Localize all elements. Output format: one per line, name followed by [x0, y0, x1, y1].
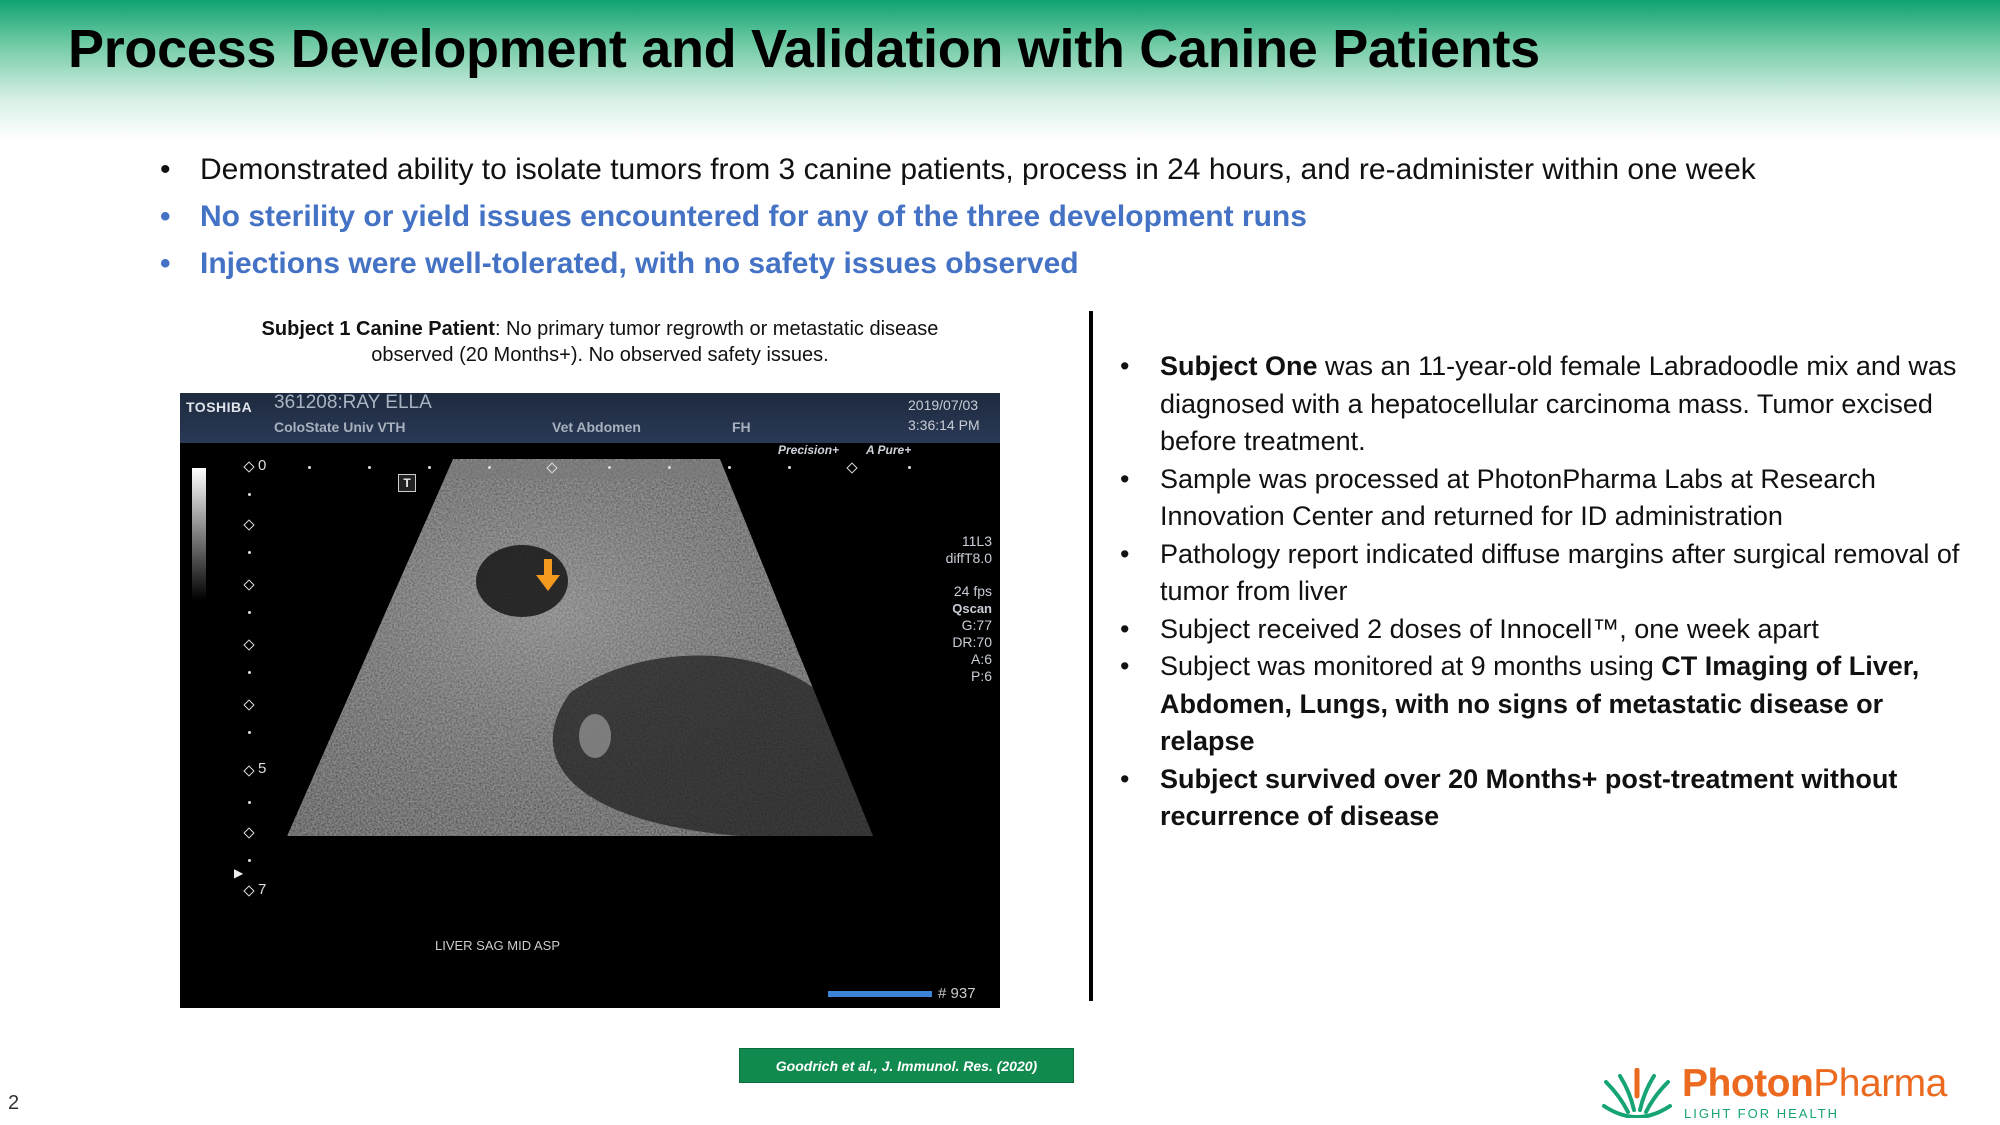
bullet-text-segment: Sample was processed at PhotonPharma Labs at Research Innovation Center and returned for ID administration	[1160, 463, 1876, 531]
ultrasound-exam: Vet Abdomen	[552, 419, 641, 435]
depth-tick	[248, 493, 251, 496]
bullet-text-segment: was an 11-year-old female Labradoodle mix and was diagnosed with a hepatocellular carcinoma mass. Tumor excised before treatment.	[1160, 351, 1957, 456]
frame-number: # 937	[938, 985, 976, 1002]
right-bullet-5	[1120, 648, 1960, 761]
top-bullet-list	[160, 146, 1756, 287]
cine-bar	[828, 991, 932, 997]
logo-name-regular: Pharma	[1813, 1062, 1947, 1105]
logo-tagline: LIGHT FOR HEALTH	[1684, 1106, 1840, 1121]
lateral-tick	[608, 466, 611, 469]
depth-label-0: 0	[258, 457, 267, 474]
right-bullet-list	[1120, 348, 1960, 836]
ultrasound-brand: TOSHIBA	[186, 399, 253, 415]
probe-info	[880, 533, 992, 567]
top-bullet-3: • Injections were well-tolerated, with no safety issues observed	[160, 240, 1756, 287]
lateral-tick	[728, 466, 731, 469]
top-bullet-1: • Demonstrated ability to isolate tumors from 3 canine patients, process in 24 hours, and re-administer within one week	[160, 146, 1756, 193]
apure-label: A Pure+	[866, 443, 912, 457]
lateral-tick	[488, 466, 491, 469]
bright-structure	[579, 714, 611, 758]
logo-name-bold: Photon	[1682, 1062, 1814, 1105]
depth-tick	[248, 551, 251, 554]
focus-marker-icon: ▶	[234, 866, 244, 880]
right-bullet-1	[1120, 348, 1960, 461]
depth-tick	[248, 611, 251, 614]
probe-mode: diffT8.0	[945, 550, 992, 566]
lateral-tick	[668, 466, 671, 469]
scan-params	[880, 583, 992, 685]
fps-value: 24 fps	[953, 583, 992, 599]
depth-tick	[248, 801, 251, 804]
ultrasound-scan-svg	[180, 443, 1000, 1008]
ultrasound-image	[180, 393, 1000, 1008]
bullet-text-segment: Pathology report indicated diffuse margins after surgical removal of tumor from liver	[1160, 538, 1960, 606]
ultrasound-date: 2019/07/03	[908, 397, 979, 413]
a-value: A:6	[970, 651, 992, 667]
grayscale-bar	[192, 468, 206, 600]
probe-name: 11L3	[961, 533, 992, 549]
ultrasound-time: 3:36:14 PM	[908, 417, 980, 433]
lateral-tick	[788, 466, 791, 469]
right-bullet-2	[1120, 461, 1960, 536]
depth-label-7: 7	[258, 881, 267, 898]
right-bullet-4	[1120, 611, 1960, 649]
gain-value: G:77	[961, 617, 992, 633]
dr-value: DR:70	[952, 634, 992, 650]
bullet-text-segment: Subject received 2 doses of Innocell™, one week apart	[1160, 613, 1819, 644]
bullet-text-segment: CT Imaging of Liver, Abdomen, Lungs, with no signs of metastatic disease or relapse	[1160, 651, 1920, 756]
precision-label: Precision+	[778, 443, 840, 457]
lateral-tick	[368, 466, 371, 469]
logo-wordmark	[1682, 1062, 1947, 1106]
bullet-text-segment: Subject was monitored at 9 months using	[1160, 651, 1662, 681]
lateral-tick	[428, 466, 431, 469]
photonpharma-logo	[1598, 1062, 1947, 1122]
ultrasound-institution: ColoState Univ VTH	[274, 419, 406, 435]
citation-box: Goodrich et al., J. Immunol. Res. (2020)	[739, 1048, 1074, 1083]
top-bullet-2: • No sterility or yield issues encountered for any of the three development runs	[160, 193, 1756, 240]
logo-mark-icon	[1598, 1068, 1676, 1118]
page-number: 2	[8, 1092, 20, 1114]
caption-text: : No primary tumor regrowth or metastatic disease observed (20 Months+). No observed safety issues.	[371, 318, 939, 366]
slide-title: Process Development and Validation with Canine Patients	[68, 19, 1540, 79]
ultrasound-patient: 361208:RAY ELLA	[274, 393, 432, 413]
scan-label: LIVER SAG MID ASP	[435, 938, 560, 953]
divider-line	[1089, 311, 1093, 1001]
right-bullet-6	[1120, 761, 1960, 836]
ultrasound-fh: FH	[732, 419, 751, 435]
orange-arrow-icon	[536, 559, 560, 593]
lateral-tick	[308, 466, 311, 469]
depth-tick	[248, 671, 251, 674]
p-value: P:6	[970, 668, 992, 684]
depth-tick	[248, 859, 251, 862]
surface-layer	[435, 461, 740, 479]
qscan-label: Qscan	[952, 601, 992, 616]
bullet-text-segment: Subject One	[1160, 351, 1318, 381]
depth-tick	[248, 731, 251, 734]
lateral-tick	[908, 466, 911, 469]
bullet-text-segment: Subject survived over 20 Months+ post-treatment without recurrence of disease	[1160, 763, 1898, 831]
t-marker-icon: T	[398, 474, 416, 492]
depth-label-5: 5	[258, 760, 267, 777]
right-bullet-3	[1120, 536, 1960, 611]
caption-bold: Subject 1 Canine Patient	[261, 318, 495, 340]
image-caption	[250, 316, 950, 368]
